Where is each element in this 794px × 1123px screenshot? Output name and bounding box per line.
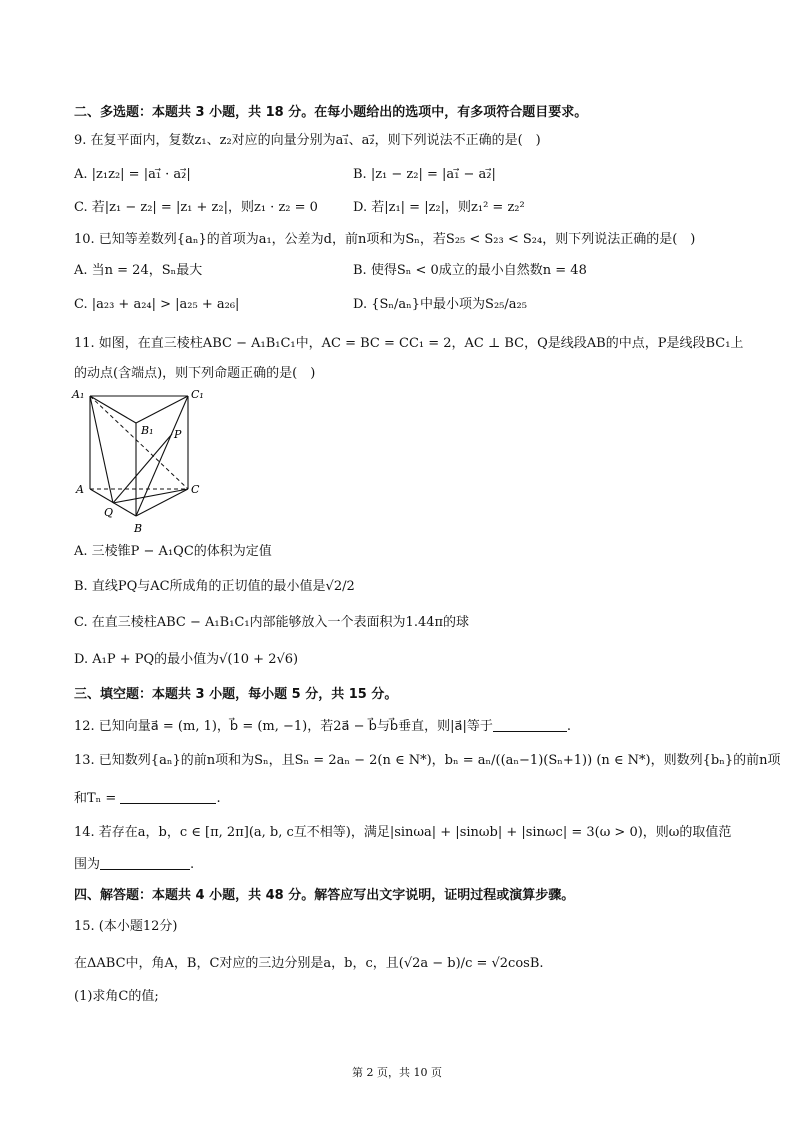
q14-answer-blank[interactable] [100, 857, 190, 870]
q14-line1: 14. 若存在a，b，c ∈ [π, 2π](a, b, c互不相等)，满足|sinωa| + |sinωb| + |sinωc| = 3(ω > 0)，则ω的取值范 [74, 825, 732, 840]
q11-option-d: D. A₁P + PQ的最小值为√(10 + 2√6) [74, 652, 299, 667]
q10-option-d: D. {Sₙ/aₙ}中最小项为S₂₅/a₂₅ [353, 297, 527, 312]
q14-line2-text: 围为 [74, 857, 101, 872]
label-q: Q [104, 506, 114, 519]
q9-option-c: C. 若|z₁ − z₂| = |z₁ + z₂|，则z₁ · z₂ = 0 [74, 200, 318, 215]
q14-line2 [74, 856, 194, 874]
q10-option-b: B. 使得Sₙ < 0成立的最小自然数n = 48 [353, 263, 587, 278]
q11-option-a: A. 三棱锥P − A₁QC的体积为定值 [74, 544, 272, 559]
q13-end: . [216, 791, 221, 806]
q13-line1: 13. 已知数列{aₙ}的前n项和为Sₙ，且Sₙ = 2aₙ − 2(n ∈ N*)，bₙ = aₙ/((aₙ−1)(Sₙ+1)) (n ∈ N*)，则数列{bₙ}的前n项 [74, 753, 781, 768]
section-fill-in-heading: 三、填空题：本题共 3 小题，每小题 5 分，共 15 分。 [74, 687, 398, 702]
q12-answer-blank[interactable] [493, 719, 567, 732]
q11-stem-line2: 的动点(含端点)，则下列命题正确的是( ) [74, 366, 316, 381]
label-b: B [134, 522, 143, 535]
q14-end: . [190, 857, 195, 872]
label-c1: C₁ [191, 388, 204, 401]
label-c: C [191, 483, 200, 496]
q11-stem-line1: 11. 如图，在直三棱柱ABC − A₁B₁C₁中，AC = BC = CC₁ = 2，AC ⊥ BC，Q是线段AB的中点，P是线段BC₁上 [74, 336, 744, 351]
page-footer: 第 2 页，共 10 页 [352, 1066, 442, 1079]
q12-text: 12. 已知向量a⃗ = (m, 1)，b⃗ = (m, −1)，若2a⃗ − b⃗与b⃗垂直，则|a⃗|等于 [74, 719, 493, 734]
q9-stem: 9. 在复平面内，复数z₁、z₂对应的向量分别为a₁⃗、a₂⃗，则下列说法不正确的是( ) [74, 133, 541, 148]
q12-end: . [566, 719, 572, 734]
q15-part1: (1)求角C的值; [74, 989, 159, 1004]
q15-heading: 15. (本小题12分) [74, 919, 178, 934]
prism-figure [70, 386, 210, 538]
label-a1: A₁ [72, 388, 85, 401]
q9-option-a: A. |z₁z₂| = |a₁⃗ · a₂⃗| [74, 167, 191, 182]
q15-stem: 在ΔABC中，角A，B，C对应的三边分别是a，b，c，且(√2a − b)/c = √2cosB. [74, 956, 544, 971]
q10-stem: 10. 已知等差数列{aₙ}的首项为a₁，公差为d，前n项和为Sₙ，若S₂₅ < S₂₃ < S₂₄，则下列说法正确的是( ) [74, 232, 696, 247]
label-a: A [76, 483, 84, 496]
q9-option-b: B. |z₁ − z₂| = |a₁⃗ − a₂⃗| [353, 167, 496, 182]
section-multiple-choice-heading: 二、多选题：本题共 3 小题，共 18 分。在每小题给出的选项中，有多项符合题目要求。 [74, 105, 588, 120]
q11-option-b: B. 直线PQ与AC所成角的正切值的最小值是√2/2 [74, 579, 355, 594]
q13-answer-blank[interactable] [120, 791, 216, 804]
label-p: P [174, 428, 182, 441]
q13-line2-text: 和Tₙ = [74, 791, 117, 806]
q13-line2 [74, 790, 221, 808]
section-solve-heading: 四、解答题：本题共 4 小题，共 48 分。解答应写出文字说明，证明过程或演算步骤。 [74, 888, 575, 903]
q10-option-c: C. |a₂₃ + a₂₄| > |a₂₅ + a₂₆| [74, 297, 240, 312]
label-b1: B₁ [141, 424, 154, 437]
q11-option-c: C. 在直三棱柱ABC − A₁B₁C₁内部能够放入一个表面积为1.44π的球 [74, 615, 470, 630]
q12-line [74, 718, 571, 736]
q9-option-d: D. 若|z₁| = |z₂|，则z₁² = z₂² [353, 200, 525, 215]
q10-option-a: A. 当n = 24，Sₙ最大 [74, 263, 203, 278]
